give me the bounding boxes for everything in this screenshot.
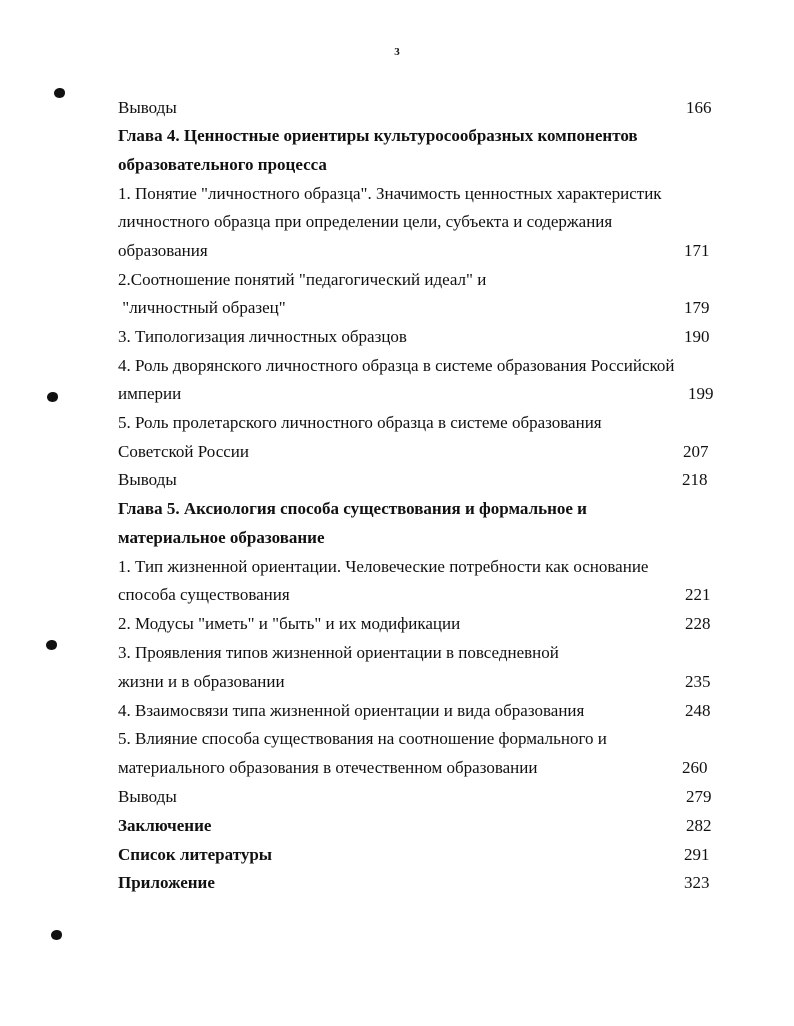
toc-entry-text: Приложение	[118, 873, 215, 892]
toc-page-number: 235	[685, 672, 711, 691]
toc-page-number: 218	[682, 470, 708, 489]
toc-entry-text: Список литературы	[118, 845, 273, 864]
toc-page-number: 179	[684, 298, 710, 317]
punch-hole-mark	[51, 930, 62, 940]
toc-page-number: 199	[688, 384, 714, 403]
toc-entry-text: материального образования в отечественном образовании	[118, 758, 538, 777]
toc-entry-text: 3. Проявления типов жизненной ориентации в повседневной	[118, 643, 559, 662]
page-number: 3	[394, 46, 400, 58]
toc-entry-text: жизни и в образовании	[118, 672, 285, 691]
chapter-title: Глава 4. Ценностные ориентиры культуросообразных компонентов	[118, 126, 638, 145]
toc-page-number: 323	[684, 873, 710, 892]
toc-entry-text: 5. Роль пролетарского личностного образца в системе образования	[118, 413, 602, 432]
toc-page-number: 291	[684, 845, 710, 864]
toc-page-number: 207	[683, 442, 709, 461]
chapter-title: образовательного процесса	[118, 155, 327, 174]
toc-page-number: 228	[685, 614, 711, 633]
toc-entry-text: 2.Соотношение понятий "педагогический идеал" и	[118, 270, 487, 289]
punch-hole-mark	[46, 640, 57, 650]
toc-entry-text: 3. Типологизация личностных образцов	[118, 327, 407, 346]
toc-entry-text: 5. Влияние способа существования на соотношение формального и	[118, 729, 607, 748]
toc-entry-text: 4. Взаимосвязи типа жизненной ориентации и вида образования	[118, 701, 585, 720]
toc-entry-text: "личностный образец"	[118, 298, 286, 317]
toc-entry-text: империи	[118, 384, 182, 403]
punch-hole-mark	[54, 88, 65, 98]
toc-page-number: 260	[682, 758, 708, 777]
toc-entry-text: Выводы	[118, 98, 177, 117]
toc-page-number: 221	[685, 585, 711, 604]
chapter-title: материальное образование	[118, 528, 325, 547]
toc-entry-text: 4. Роль дворянского личностного образца в системе образования Российской	[118, 356, 675, 375]
toc-page-number: 190	[684, 327, 710, 346]
toc-entry-text: личностного образца при определении цели, субъекта и содержания	[118, 212, 613, 231]
punch-hole-mark	[47, 392, 58, 402]
toc-page-number: 248	[685, 701, 711, 720]
toc-page-number: 171	[684, 241, 710, 260]
toc-entry-text: Выводы	[118, 470, 177, 489]
toc-entry-text: Заключение	[118, 816, 212, 835]
toc-page-number: 282	[686, 816, 712, 835]
toc-page-number: 279	[686, 787, 712, 806]
toc-entry-text: Советской России	[118, 442, 249, 461]
toc-entry-text: 1. Понятие "личностного образца". Значимость ценностных характеристик	[118, 184, 662, 203]
chapter-title: Глава 5. Аксиология способа существования и формальное и	[118, 499, 587, 518]
toc-entry-text: способа существования	[118, 585, 290, 604]
toc-page-number: 166	[686, 98, 712, 117]
toc-entry-text: Выводы	[118, 787, 177, 806]
toc-entry-text: 2. Модусы "иметь" и "быть" и их модификации	[118, 614, 461, 633]
toc-entry-text: образования	[118, 241, 208, 260]
toc-entry-text: 1. Тип жизненной ориентации. Человеческие потребности как основание	[118, 557, 649, 576]
